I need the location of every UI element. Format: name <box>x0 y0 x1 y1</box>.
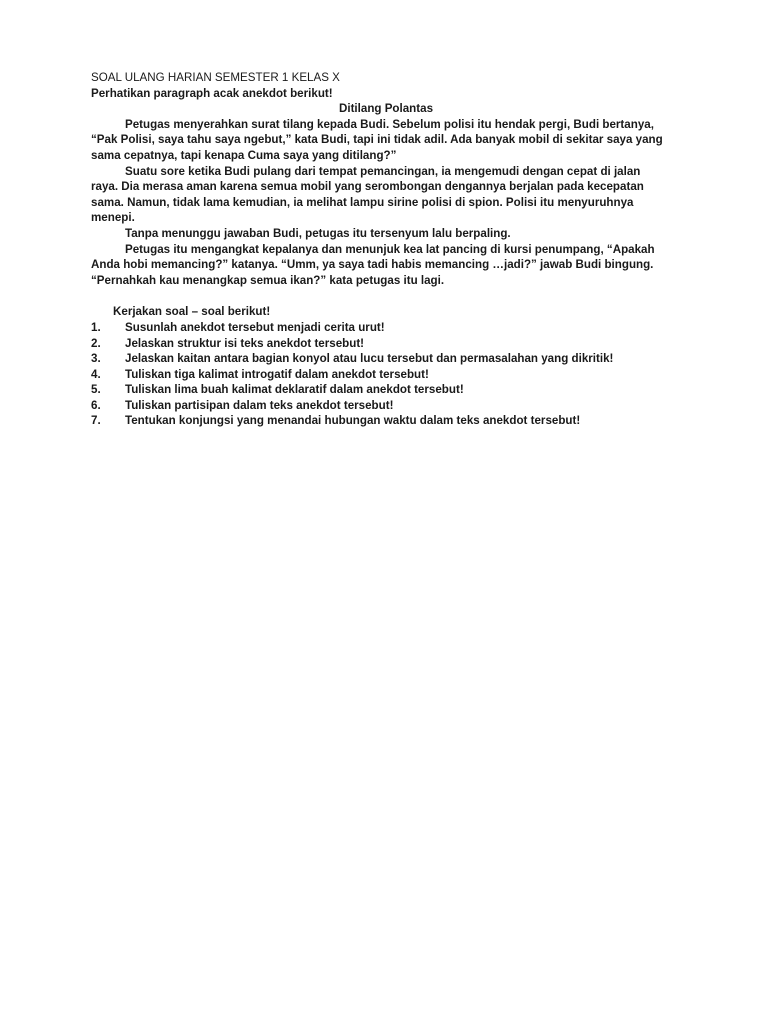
task-number: 5. <box>91 383 101 397</box>
task-number: 3. <box>91 352 101 366</box>
task-item <box>91 398 681 414</box>
task-number: 4. <box>91 367 101 381</box>
document-page <box>91 70 681 429</box>
story-body <box>91 117 681 289</box>
task-text: Jelaskan kaitan antara bagian konyol atau lucu tersebut dan permasalahan yang dikritik! <box>125 352 614 366</box>
task-number: 6. <box>91 398 101 412</box>
task-text: Tentukan konjungsi yang menandai hubungan waktu dalam teks anekdot tersebut! <box>125 414 581 428</box>
task-item <box>91 320 681 336</box>
story-line: Anda hobi memancing?” katanya. “Umm, ya saya tadi habis memancing …jadi?” jawab Budi bingung. <box>91 258 654 272</box>
story-line: “Pernahkah kau menangkap semua ikan?” kata petugas itu lagi. <box>91 273 445 287</box>
story-line: raya. Dia merasa aman karena semua mobil yang serombongan dengannya berjalan pada kecepatan <box>91 180 644 194</box>
story-line: “Pak Polisi, saya tahu saya ngebut,” kata Budi, tapi ini tidak adil. Ada banyak mobil di sekitar saya yang <box>91 133 663 147</box>
task-text: Tuliskan partisipan dalam teks anekdot tersebut! <box>125 398 394 412</box>
task-text: Susunlah anekdot tersebut menjadi cerita urut! <box>125 320 385 334</box>
story-line: Suatu sore ketika Budi pulang dari tempat pemancingan, ia mengemudi dengan cepat di jalan <box>125 164 641 178</box>
instruction-text: Perhatikan paragraph acak anekdot berikut! <box>91 86 333 100</box>
task-item <box>91 382 681 398</box>
task-text: Tuliskan lima buah kalimat deklaratif dalam anekdot tersebut! <box>125 383 464 397</box>
story-line: Petugas menyerahkan surat tilang kepada Budi. Sebelum polisi itu hendak pergi, Budi bertanya, <box>125 117 654 131</box>
tasks-heading: Kerjakan soal – soal berikut! <box>113 305 271 319</box>
task-number: 7. <box>91 414 101 428</box>
task-text: Jelaskan struktur isi teks anekdot tersebut! <box>125 336 365 350</box>
task-item <box>91 413 681 429</box>
task-item <box>91 351 681 367</box>
document-title: SOAL ULANG HARIAN SEMESTER 1 KELAS X <box>91 71 340 84</box>
story-line: sama. Namun, tidak lama kemudian, ia melihat lampu sirine polisi di spion. Polisi itu menyuruhnya <box>91 195 634 209</box>
story-line: sama cepatnya, tapi kenapa Cuma saya yang ditilang?” <box>91 148 397 162</box>
task-list <box>91 320 681 429</box>
story-line: Tanpa menunggu jawaban Budi, petugas itu tersenyum lalu berpaling. <box>125 226 511 240</box>
story-line: menepi. <box>91 211 135 225</box>
task-item <box>91 367 681 383</box>
story-title: Ditilang Polantas <box>338 102 434 116</box>
task-item <box>91 336 681 352</box>
task-text: Tuliskan tiga kalimat introgatif dalam anekdot tersebut! <box>125 367 429 381</box>
story-line: Petugas itu mengangkat kepalanya dan menunjuk kea lat pancing di kursi penumpang, “Apakah <box>125 242 655 256</box>
task-number: 1. <box>91 320 101 334</box>
task-number: 2. <box>91 336 101 350</box>
